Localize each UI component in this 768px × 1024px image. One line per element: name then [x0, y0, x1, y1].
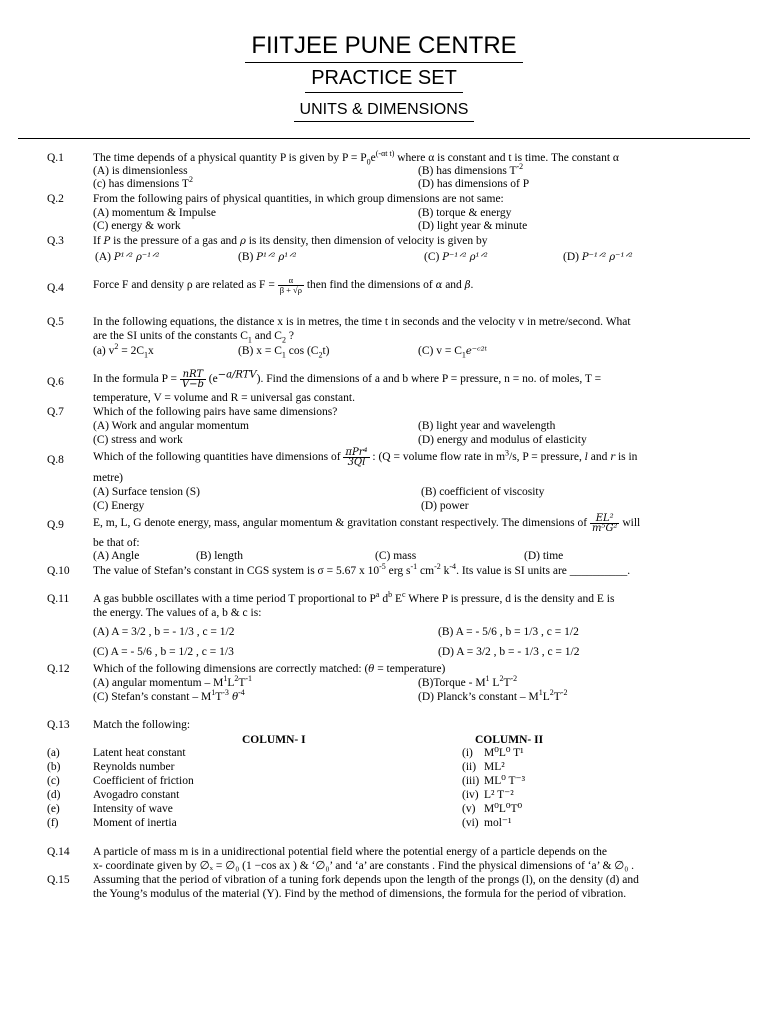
- q6-fraction: $\frac{\text{nRT}}{V-b}$: [181, 369, 204, 390]
- q3-text: If P is the pressure of a gas and ρ is its density, then dimension of velocity is given by: [93, 235, 488, 247]
- q15-text-line1: Assuming that the period of vibration of a tuning fork depends upon the length of the prongs (l), on the density (d) and: [93, 874, 639, 886]
- q8-fraction: $\frac{\text{πPr⁴}}{3Ql}$: [345, 447, 368, 468]
- q2-option-a: (A) momentum & Impulse: [93, 207, 216, 219]
- q14-text-line1: A particle of mass m is in a unidirectional potential field where the potential energy of a particle depends on the: [93, 846, 607, 858]
- q12-option-b: (B)Torque - $M^1$ $L^2T^{-2}$: [418, 674, 518, 689]
- q12-option-a: (A) angular momentum – $M^1L^2T^{-1}$: [93, 674, 253, 689]
- q12-option-d: (D) Planck’s constant – $M^1L^2T^{-2}$: [418, 688, 568, 703]
- q1-option-b: (B) has dimensions $T^{-2}$: [418, 162, 524, 177]
- q13-row-label: (b): [47, 761, 61, 773]
- q2-option-d: (D) light year & minute: [418, 220, 528, 232]
- q13-row-label: (c): [47, 775, 60, 787]
- q13-row-roman: (iii): [462, 775, 480, 787]
- q3-option-c: (C) P⁻¹ᐟ² ρ¹ᐟ²: [424, 251, 488, 263]
- q13-column-1-header: COLUMN- I: [242, 734, 306, 746]
- q8-option-c: (C) Energy: [93, 500, 145, 512]
- q7-option-a: (A) Work and angular momentum: [93, 420, 249, 432]
- q13-row-dimension: L² T⁻²: [484, 789, 514, 801]
- q8-text-line2: metre): [93, 472, 124, 484]
- q4-number: Q.4: [47, 282, 64, 294]
- q13-row-roman: (i): [462, 747, 473, 759]
- q5-option-c: (C) $v = C_1e^-ᶜ^2ᵗ$: [418, 345, 488, 360]
- q5-text-line1: In the following equations, the distance x is in metres, the time t in seconds and the velocity v in metre/second. What: [93, 316, 631, 328]
- q2-option-c: (C) energy & work: [93, 220, 181, 232]
- q1-number: Q.1: [47, 152, 64, 164]
- q13-row-item: Latent heat constant: [93, 747, 186, 759]
- q1-option-a: (A) is dimensionless: [93, 165, 188, 177]
- q13-column-2-header: COLUMN- II: [475, 734, 544, 746]
- page-title: FIITJEE PUNE CENTRE: [0, 32, 768, 60]
- q3-option-d: (D) P⁻¹ᐟ² ρ⁻¹ᐟ²: [563, 251, 633, 263]
- q1-option-c: (c) has dimensions $T^2$: [93, 175, 193, 190]
- q14-number: Q.14: [47, 846, 70, 858]
- q10-text: The value of Stefan’s constant in CGS system is σ = 5.67 x $10^{-5}$ erg $s^{-1}$ $cm^{-2}$ $k^{-4}$. Its value is SI units are __________.: [93, 562, 631, 577]
- q10-number: Q.10: [47, 565, 70, 577]
- q9-fraction: $\frac{\text{EL²}}{\text{m⁵G²}}$: [591, 513, 618, 534]
- q7-option-c: (C) stress and work: [93, 434, 183, 446]
- q6-text-line2: temperature, V = volume and R = universal gas constant.: [93, 392, 355, 404]
- q13-number: Q.13: [47, 719, 70, 731]
- q13-row-item: Moment of inertia: [93, 817, 177, 829]
- q13-row-label: (a): [47, 747, 60, 759]
- q14-text-line2: x- coordinate given by ∅ₓ = ∅₀ (1 −cos ax ) & ‘∅₀’ and ‘a’ are constants . Find the physical dimensions of ‘a’ & ∅₀ .: [93, 860, 635, 872]
- q5-number: Q.5: [47, 316, 64, 328]
- q9-number: Q.9: [47, 519, 64, 531]
- q8-option-a: (A) Surface tension (S): [93, 486, 200, 498]
- q5-option-b: (B) $x = C_1$ $\cos (C_2t)$: [238, 345, 330, 360]
- q9-option-a: (A) Angle: [93, 550, 140, 562]
- q13-row-roman: (vi): [462, 817, 479, 829]
- q9-option-d: (D) time: [524, 550, 564, 562]
- q13-row-roman: (ii): [462, 761, 477, 773]
- q11-option-d: (D) A = 3/2 , b = - 1/3 , c = 1/2: [438, 646, 580, 658]
- q13-row-item: Avogadro constant: [93, 789, 180, 801]
- q12-option-c: (C) Stefan’s constant – $M^1T^{-3}$ $\theta^{-4}$: [93, 688, 245, 703]
- q1-text: The time depends of a physical quantity P is given by $P = P_0e^{(-\alpha t t)}$ where α is constant and t is time. The constant α: [93, 149, 619, 167]
- q13-row-roman: (iv): [462, 789, 479, 801]
- q3-option-a: (A) P¹ᐟ² ρ⁻¹ᐟ²: [95, 251, 160, 263]
- q13-row-label: (d): [47, 789, 61, 801]
- q11-text-line1: A gas bubble oscillates with a time period T proportional to $P^a$ $d^b$ $E^c$ Where P is pressure, d is the density and E is: [93, 590, 615, 605]
- q2-number: Q.2: [47, 193, 64, 205]
- header-divider: [18, 138, 750, 139]
- q11-option-a: (A) A = 3/2 , b = - 1/3 , c = 1/2: [93, 626, 235, 638]
- q9-text-line2: be that of:: [93, 537, 140, 549]
- q8-number: Q.8: [47, 454, 64, 466]
- q13-row-dimension: M⁰L⁰ T¹: [484, 747, 524, 759]
- q12-number: Q.12: [47, 663, 70, 675]
- q13-row-dimension: ML⁰ T⁻³: [484, 775, 526, 787]
- q2-text: From the following pairs of physical quantities, in which group dimensions are not same:: [93, 193, 504, 205]
- q13-row-item: Intensity of wave: [93, 803, 173, 815]
- q13-row-dimension: M⁰L⁰T⁰: [484, 803, 523, 815]
- q8-option-d: (D) power: [421, 500, 469, 512]
- q13-row-label: (f): [47, 817, 59, 829]
- q7-option-d: (D) energy and modulus of elasticity: [418, 434, 587, 446]
- q7-option-b: (B) light year and wavelength: [418, 420, 556, 432]
- q11-text-line2: the energy. The values of a, b & c is:: [93, 607, 262, 619]
- q7-number: Q.7: [47, 406, 64, 418]
- q1-option-d: (D) has dimensions of P: [418, 178, 530, 190]
- q9-option-b: (B) length: [196, 550, 243, 562]
- q13-row-label: (e): [47, 803, 60, 815]
- q4-fraction: $\frac{\alpha}{\beta + √\rho}$: [279, 275, 302, 295]
- q9-text-line1: E, m, L, G denote energy, mass, angular momentum & gravitation constant respectively. The dimensions of $\frac{\text{EL²}}{\text{m⁵G²}}$ will: [93, 513, 641, 534]
- q5-option-a: (a) $v^2 = 2C_1x$: [93, 342, 154, 360]
- q15-text-line2: the Young’s modulus of the material (Y). Find by the method of dimensions, the formula for the period of vibration.: [93, 888, 627, 900]
- q5-text-line2: are the SI units of the constants $C_1$ and $C_2$ ?: [93, 330, 294, 345]
- q15-number: Q.15: [47, 874, 70, 886]
- q3-number: Q.3: [47, 235, 64, 247]
- q2-option-b: (B) torque & energy: [418, 207, 512, 219]
- q13-row-roman: (v): [462, 803, 476, 815]
- q7-text: Which of the following pairs have same dimensions?: [93, 406, 338, 418]
- q13-row-item: Coefficient of friction: [93, 775, 194, 787]
- q13-row-item: Reynolds number: [93, 761, 175, 773]
- q11-number: Q.11: [47, 593, 70, 605]
- q13-row-dimension: mol⁻¹: [484, 817, 512, 829]
- q12-text: Which of the following dimensions are correctly matched: (θ = temperature): [93, 663, 446, 675]
- q13-row-dimension: ML²: [484, 761, 505, 773]
- page-subtitle: PRACTICE SET: [0, 67, 768, 90]
- q11-option-c: (C) A = - 5/6 , b = 1/2 , c = 1/3: [93, 646, 234, 658]
- page-topic: UNITS & DIMENSIONS: [0, 101, 768, 119]
- q11-option-b: (B) A = - 5/6 , b = 1/3 , c = 1/2: [438, 626, 579, 638]
- q6-text-line1: In the formula P = $\frac{\text{nRT}}{V-b}$ $(e^{-a/RTV})$. Find the dimensions of a and b where P = pressure, n = no. of moles, T =: [93, 369, 602, 390]
- q4-text: Force F and density ρ are related as F = $\frac{\alpha}{\beta + √\rho}$ then find the dimensions of α and β.: [93, 275, 474, 295]
- q13-text: Match the following:: [93, 719, 191, 731]
- q6-number: Q.6: [47, 376, 64, 388]
- q9-option-c: (C) mass: [375, 550, 417, 562]
- q8-text-line1: Which of the following quantities have dimensions of $\frac{\text{πPr⁴}}{3Ql}$ : (Q = volume flow rate in $m^3/s$, P = pressure, l and r is in: [93, 447, 638, 468]
- q8-option-b: (B) coefficient of viscosity: [421, 486, 545, 498]
- q3-option-b: (B) P¹ᐟ² ρ¹ᐟ²: [238, 251, 297, 263]
